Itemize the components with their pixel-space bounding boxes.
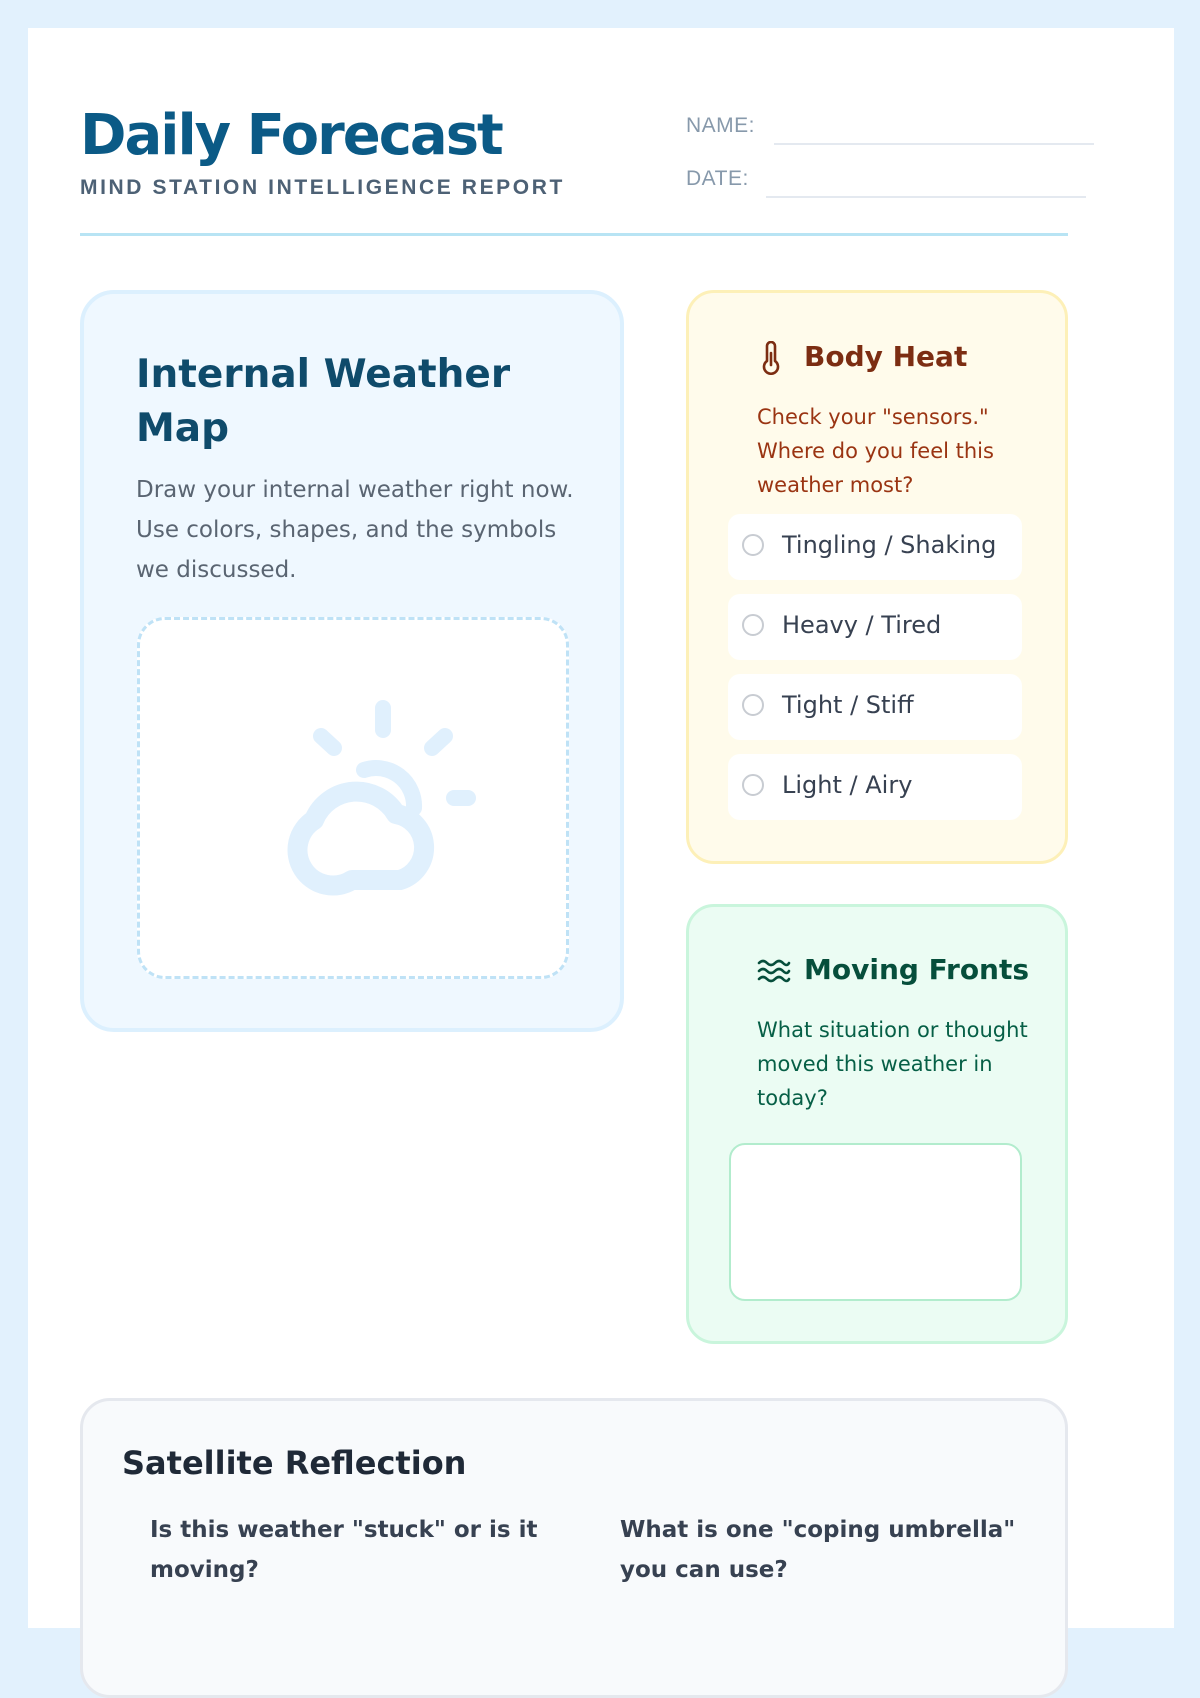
date-label: DATE:: [686, 167, 749, 190]
page-title: Daily Forecast: [80, 103, 502, 168]
name-label: NAME:: [686, 114, 756, 137]
option-heavy-tired[interactable]: [728, 594, 1022, 660]
radio-button[interactable]: [742, 534, 764, 556]
reflection-question-2: What is one "coping umbrella" you can use?: [620, 1517, 1016, 1583]
weather-map-description: Draw your internal weather right now. Use colors, shapes, and the symbols we discussed.: [136, 477, 574, 583]
date-field[interactable]: [766, 196, 1086, 198]
radio-button[interactable]: [742, 614, 764, 636]
thermometer-icon: [760, 341, 782, 375]
option-label: Tingling / Shaking: [782, 531, 997, 559]
option-label: Heavy / Tired: [782, 611, 942, 639]
satellite-reflection-title: Satellite Reflection: [122, 1444, 467, 1482]
option-tight-stiff[interactable]: [728, 674, 1022, 740]
option-label: Light / Airy: [782, 771, 913, 799]
waves-icon: [757, 958, 791, 984]
header-divider: [80, 233, 1068, 236]
moving-fronts-answer-box[interactable]: [729, 1143, 1022, 1301]
body-heat-title: Body Heat: [804, 340, 968, 373]
body-heat-description: Check your "sensors." Where do you feel this weather most?: [757, 405, 994, 497]
option-label: Tight / Stiff: [782, 691, 914, 719]
radio-button[interactable]: [742, 774, 764, 796]
moving-fronts-title: Moving Fronts: [804, 953, 1030, 986]
option-tingling-shaking[interactable]: [728, 514, 1022, 580]
option-light-airy[interactable]: [728, 754, 1022, 820]
moving-fronts-description: What situation or thought moved this weather in today?: [757, 1018, 1028, 1110]
radio-button[interactable]: [742, 694, 764, 716]
reflection-question-1: Is this weather "stuck" or is it moving?: [150, 1517, 538, 1583]
weather-map-title: Internal Weather Map: [136, 352, 511, 451]
page-subtitle: MIND STATION INTELLIGENCE REPORT: [80, 176, 565, 199]
name-field[interactable]: [774, 143, 1094, 145]
sun-cloud-icon: [268, 690, 488, 910]
